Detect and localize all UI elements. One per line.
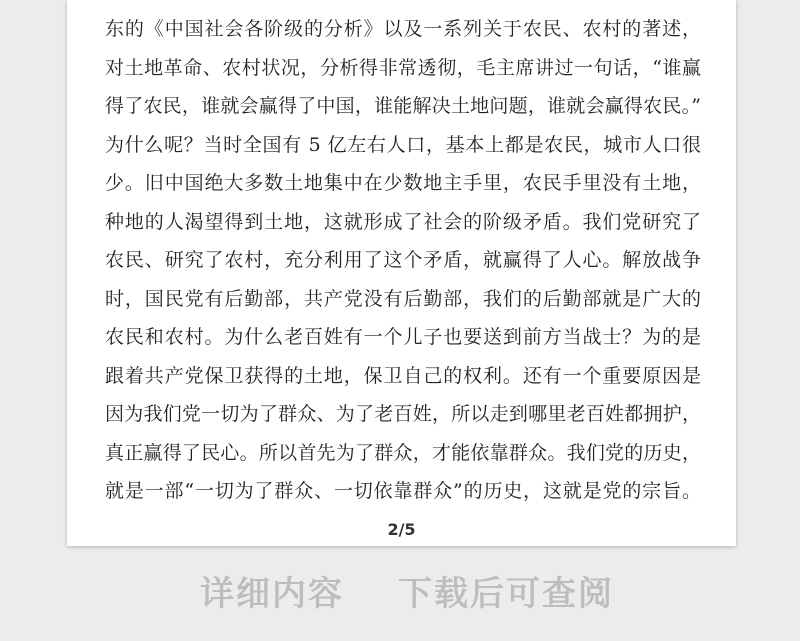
footer-bar <box>0 566 800 614</box>
text-line: 东的《中国社会各阶级的分析》以及一系列关于农民、农村的著述， <box>105 18 701 40</box>
text-line: 真正赢得了民心。所以首先为了群众，才能依靠群众。我们党的历史， <box>105 441 701 464</box>
text-line: 跟着共产党保卫获得的土地，保卫自己的权利。还有一个重要原因是 <box>105 364 701 387</box>
page-indicator: 2/5 <box>387 520 416 539</box>
detail-content-button[interactable]: 详细内容 <box>200 574 344 614</box>
text-line: 农民、研究了农村，充分利用了这个矛盾，就赢得了人心。解放战争 <box>105 249 701 271</box>
text-line: 农民和农村。为什么老百姓有一个儿子也要送到前方当战士？为的是 <box>105 326 701 348</box>
text-line: 对土地革命、农村状况，分析得非常透彻，毛主席讲过一句话，“谁赢 <box>105 56 701 79</box>
text-line: 就是一部“一切为了群众、一切依靠群众”的历史，这就是党的宗旨。 <box>105 480 701 502</box>
download-to-view-button[interactable]: 下载后可查阅 <box>398 574 614 614</box>
text-line: 种地的人渴望得到土地，这就形成了社会的阶级矛盾。我们党研究了 <box>105 210 701 233</box>
text-line: 因为我们党一切为了群众、为了老百姓，所以走到哪里老百姓都拥护， <box>105 403 701 425</box>
document-page <box>67 0 736 546</box>
text-line: 为什么呢？当时全国有 5 亿左右人口，基本上都是农民，城市人口很 <box>105 133 701 156</box>
page-text <box>105 10 701 511</box>
text-line: 得了农民，谁就会赢得了中国，谁能解决土地问题，谁就会赢得农民。” <box>105 95 701 117</box>
text-line: 时，国民党有后勤部，共产党没有后勤部，我们的后勤部就是广大的 <box>105 287 701 310</box>
text-line: 少。旧中国绝大多数土地集中在少数地主手里，农民手里没有土地， <box>105 172 701 194</box>
